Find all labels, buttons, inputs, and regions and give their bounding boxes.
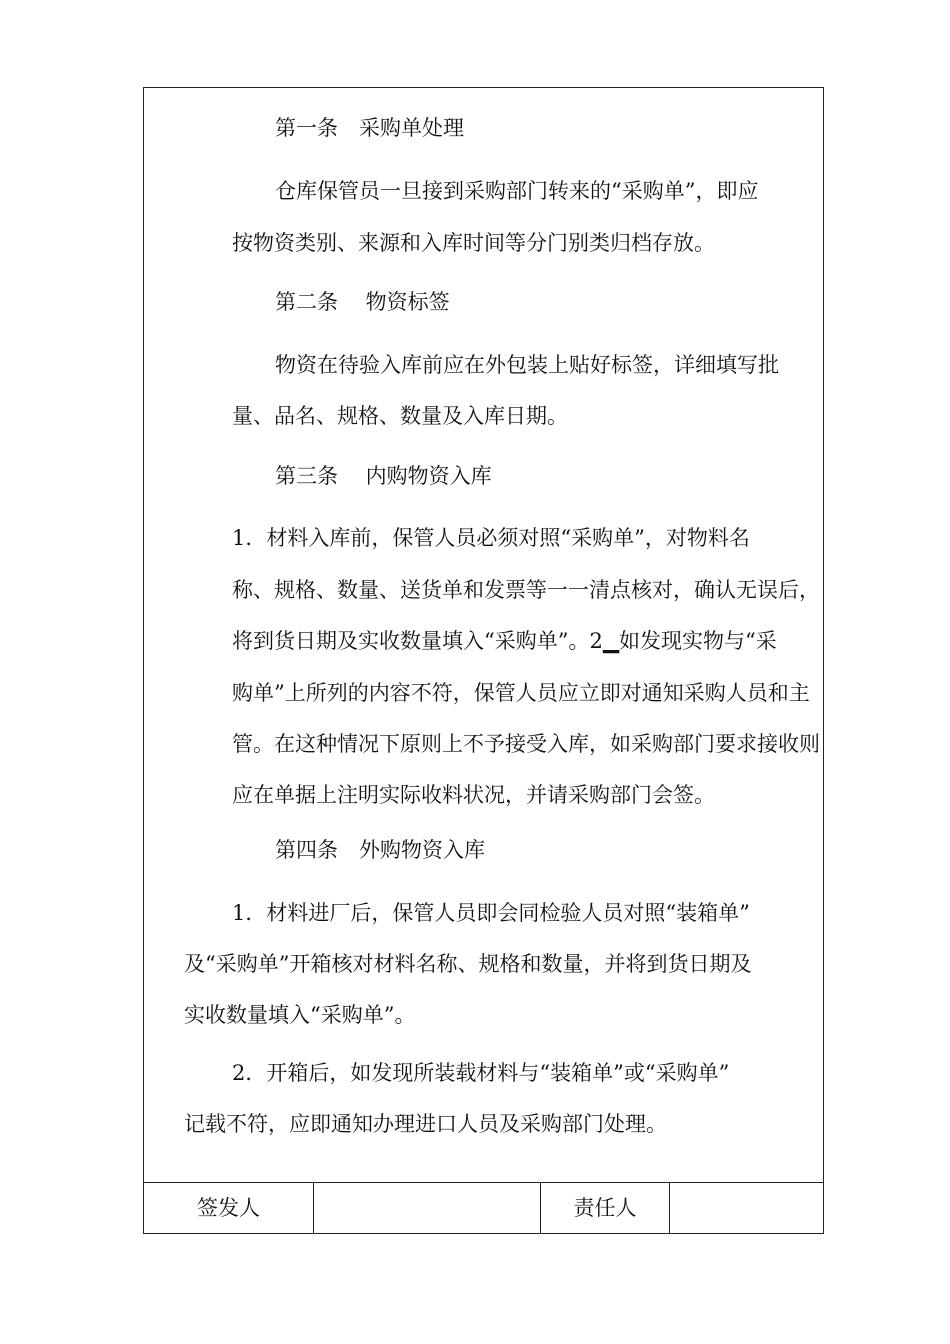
article-4-heading: 第四条 外购物资入库	[275, 838, 485, 862]
article-3-line-1: 1．材料入库前，保管人员必须对照“采购单”，对物料名	[232, 526, 750, 550]
article-2-heading: 第二条 物资标签	[275, 290, 450, 314]
article-3-line-3: 将到货日期及实收数量填入“采购单”。2▁如发现实物与“采	[232, 629, 777, 653]
article-1-line-1: 仓库保管员一旦接到采购部门转来的“采购单”，即应	[275, 179, 759, 203]
article-3-heading: 第三条 内购物资入库	[275, 464, 492, 488]
article-4-line-4: 2．开箱后，如发现所装载材料与“装箱单”或“采购单”	[232, 1061, 730, 1085]
article-4-line-5: 记载不符，应即通知办理进口人员及采购部门处理。	[184, 1112, 667, 1136]
article-3-line-5: 管。在这种情况下原则上不予接受入库，如采购部门要求接收则	[232, 732, 820, 756]
article-2-line-1: 物资在待验入库前应在外包装上贴好标签，详细填写批	[275, 353, 779, 377]
article-1-line-2: 按物资类别、来源和入库时间等分门别类归档存放。	[232, 231, 715, 255]
article-3-line-4: 购单”上所列的内容不符，保管人员应立即对通知采购人员和主	[232, 681, 810, 705]
issuer-field[interactable]	[314, 1183, 541, 1234]
document-frame	[143, 87, 824, 1234]
signature-row	[144, 1182, 823, 1234]
issuer-label: 签发人	[144, 1183, 314, 1234]
responsible-field[interactable]	[670, 1183, 823, 1234]
article-4-line-3: 实收数量填入“采购单”。	[184, 1003, 416, 1027]
article-4-line-1: 1．材料进厂后，保管人员即会同检验人员对照“装箱单”	[232, 901, 750, 925]
article-3-line-6: 应在单据上注明实际收料状况，并请采购部门会签。	[232, 783, 715, 807]
article-4-line-2: 及“采购单”开箱核对材料名称、规格和数量，并将到货日期及	[184, 952, 752, 976]
article-2-line-2: 量、品名、规格、数量及入库日期。	[232, 404, 568, 428]
responsible-label: 责任人	[541, 1183, 670, 1234]
article-1-heading: 第一条 采购单处理	[275, 116, 464, 140]
article-3-line-2: 称、规格、数量、送货单和发票等一一清点核对，确认无误后，	[232, 578, 820, 602]
